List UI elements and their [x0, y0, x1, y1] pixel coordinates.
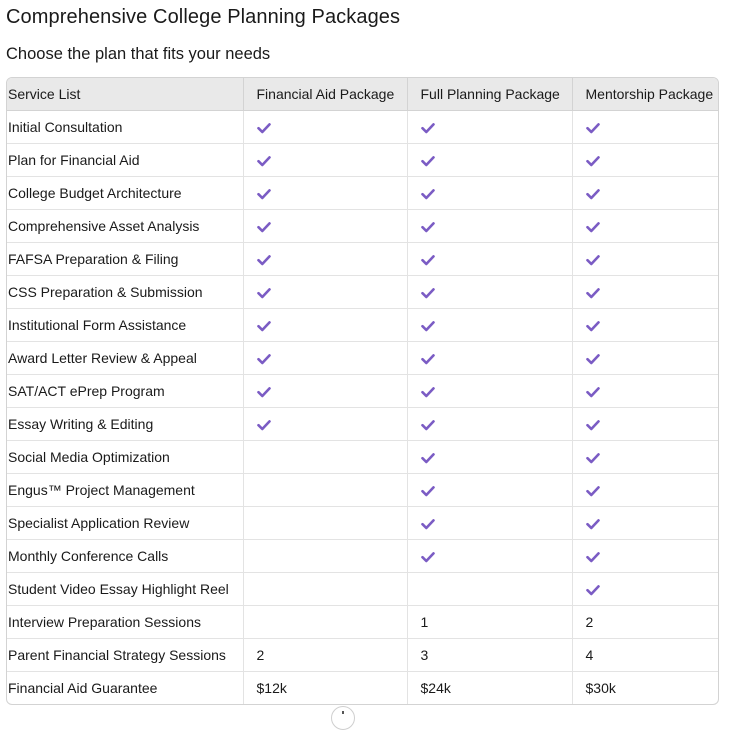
included-cell: [572, 243, 718, 276]
service-name: FAFSA Preparation & Filing: [7, 243, 243, 276]
value-cell: 2: [243, 639, 407, 672]
check-icon: [257, 121, 271, 135]
service-name: Specialist Application Review: [7, 507, 243, 540]
page-title: Comprehensive College Planning Packages: [6, 6, 401, 28]
table-row: [7, 243, 718, 276]
included-cell: [407, 111, 572, 144]
included-cell: [407, 540, 572, 573]
table-row: [7, 342, 718, 375]
included-cell: [243, 375, 407, 408]
service-name: Interview Preparation Sessions: [7, 606, 243, 639]
included-cell: [572, 408, 718, 441]
table-row: [7, 474, 718, 507]
included-cell: [407, 210, 572, 243]
included-cell: [407, 507, 572, 540]
table-row: [7, 573, 718, 606]
included-cell: [407, 243, 572, 276]
included-cell: [407, 276, 572, 309]
table-row: [7, 210, 718, 243]
table-row: [7, 639, 718, 672]
included-cell: [572, 375, 718, 408]
included-cell: [407, 441, 572, 474]
check-icon: [421, 517, 435, 531]
table-row: [7, 177, 718, 210]
column-header-service-list: Service List: [7, 78, 243, 111]
check-icon: [586, 121, 600, 135]
check-icon: [421, 484, 435, 498]
included-cell: [407, 342, 572, 375]
empty-cell: [243, 441, 407, 474]
packages-table: [6, 77, 719, 705]
table-row: [7, 606, 718, 639]
included-cell: [572, 111, 718, 144]
check-icon: [586, 583, 600, 597]
check-icon: [421, 253, 435, 267]
included-cell: [572, 276, 718, 309]
page-subtitle: Choose the plan that fits your needs: [6, 45, 271, 63]
scroll-handle[interactable]: [331, 706, 355, 730]
empty-cell: [243, 507, 407, 540]
check-icon: [586, 550, 600, 564]
check-icon: [586, 319, 600, 333]
check-icon: [586, 517, 600, 531]
check-icon: [421, 220, 435, 234]
service-name: Monthly Conference Calls: [7, 540, 243, 573]
included-cell: [572, 210, 718, 243]
check-icon: [257, 220, 271, 234]
value-cell: 1: [407, 606, 572, 639]
check-icon: [421, 385, 435, 399]
check-icon: [257, 352, 271, 366]
service-name: Engus™ Project Management: [7, 474, 243, 507]
check-icon: [586, 385, 600, 399]
check-icon: [586, 418, 600, 432]
included-cell: [572, 177, 718, 210]
included-cell: [572, 441, 718, 474]
column-header-financial-aid-package: Financial Aid Package: [243, 78, 407, 111]
table-header-row: [7, 78, 718, 111]
check-icon: [421, 121, 435, 135]
table-row: [7, 276, 718, 309]
check-icon: [586, 253, 600, 267]
check-icon: [586, 220, 600, 234]
empty-cell: [407, 573, 572, 606]
check-icon: [586, 286, 600, 300]
service-name: Financial Aid Guarantee: [7, 672, 243, 705]
check-icon: [257, 385, 271, 399]
check-icon: [586, 187, 600, 201]
column-header-full-planning-package: Full Planning Package: [407, 78, 572, 111]
service-name: Social Media Optimization: [7, 441, 243, 474]
service-name: Plan for Financial Aid: [7, 144, 243, 177]
check-icon: [421, 352, 435, 366]
table-row: [7, 309, 718, 342]
table-row: [7, 672, 718, 705]
included-cell: [243, 309, 407, 342]
service-name: Essay Writing & Editing: [7, 408, 243, 441]
empty-cell: [243, 474, 407, 507]
check-icon: [421, 550, 435, 564]
check-icon: [586, 484, 600, 498]
included-cell: [243, 342, 407, 375]
included-cell: [243, 177, 407, 210]
table-body: [7, 111, 718, 705]
included-cell: [572, 474, 718, 507]
included-cell: [572, 507, 718, 540]
table-row: [7, 408, 718, 441]
service-name: Parent Financial Strategy Sessions: [7, 639, 243, 672]
included-cell: [407, 177, 572, 210]
value-cell: 3: [407, 639, 572, 672]
column-header-mentorship-package: Mentorship Package: [572, 78, 718, 111]
empty-cell: [243, 573, 407, 606]
value-cell: 4: [572, 639, 718, 672]
service-name: SAT/ACT ePrep Program: [7, 375, 243, 408]
included-cell: [243, 210, 407, 243]
table-row: [7, 507, 718, 540]
check-icon: [257, 253, 271, 267]
value-cell: $24k: [407, 672, 572, 705]
check-icon: [586, 352, 600, 366]
check-icon: [586, 154, 600, 168]
check-icon: [586, 451, 600, 465]
included-cell: [243, 111, 407, 144]
table-row: [7, 375, 718, 408]
table-row: [7, 111, 718, 144]
check-icon: [257, 154, 271, 168]
service-name: CSS Preparation & Submission: [7, 276, 243, 309]
table-row: [7, 441, 718, 474]
check-icon: [257, 319, 271, 333]
included-cell: [572, 342, 718, 375]
service-name: Institutional Form Assistance: [7, 309, 243, 342]
included-cell: [572, 309, 718, 342]
included-cell: [243, 408, 407, 441]
included-cell: [407, 144, 572, 177]
check-icon: [421, 286, 435, 300]
check-icon: [257, 187, 271, 201]
included-cell: [243, 276, 407, 309]
included-cell: [407, 375, 572, 408]
included-cell: [407, 309, 572, 342]
check-icon: [421, 154, 435, 168]
table-row: [7, 144, 718, 177]
value-cell: 2: [572, 606, 718, 639]
included-cell: [572, 144, 718, 177]
check-icon: [257, 418, 271, 432]
included-cell: [407, 474, 572, 507]
check-icon: [421, 187, 435, 201]
check-icon: [421, 451, 435, 465]
included-cell: [572, 573, 718, 606]
value-cell: $30k: [572, 672, 718, 705]
table-row: [7, 540, 718, 573]
included-cell: [243, 144, 407, 177]
included-cell: [243, 243, 407, 276]
service-name: Comprehensive Asset Analysis: [7, 210, 243, 243]
check-icon: [257, 286, 271, 300]
service-name: College Budget Architecture: [7, 177, 243, 210]
service-name: Award Letter Review & Appeal: [7, 342, 243, 375]
service-name: Student Video Essay Highlight Reel: [7, 573, 243, 606]
empty-cell: [243, 540, 407, 573]
service-name: Initial Consultation: [8, 119, 123, 135]
value-cell: $12k: [243, 672, 407, 705]
check-icon: [421, 319, 435, 333]
included-cell: [407, 408, 572, 441]
value-cell: [243, 606, 407, 639]
included-cell: [572, 540, 718, 573]
check-icon: [421, 418, 435, 432]
